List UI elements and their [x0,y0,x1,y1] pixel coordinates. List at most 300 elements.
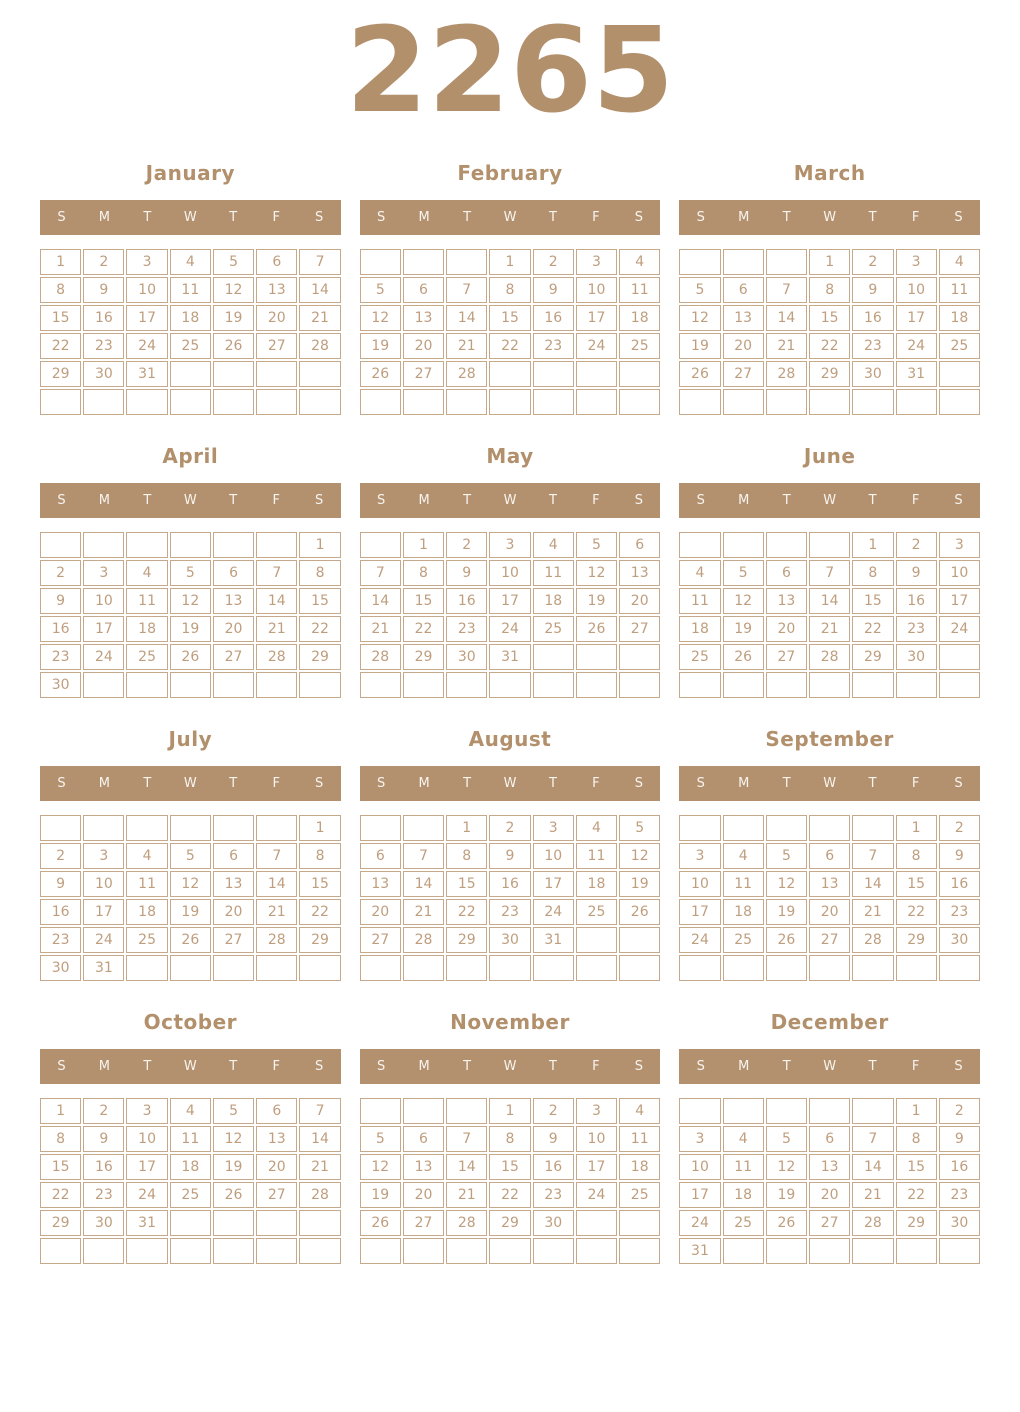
day-cell: 20 [360,899,401,925]
day-cell: 17 [83,899,124,925]
empty-day-cell [723,532,764,558]
empty-day-cell [403,249,444,275]
day-cell: 28 [852,927,893,953]
day-cell: 3 [576,249,617,275]
weekday-label: M [738,209,750,225]
empty-day-cell [766,955,807,981]
month-block [40,443,341,698]
day-cell: 11 [170,277,211,303]
weekday-label: M [738,492,750,508]
day-cell: 3 [126,1098,167,1124]
day-cell: 13 [403,305,444,331]
weekday-label: W [823,1058,837,1074]
day-cell: 23 [852,333,893,359]
month-block [360,726,661,981]
weekday-label: W [503,209,517,225]
weekday-label: S [954,209,963,225]
day-cell: 17 [83,616,124,642]
weekday-label: M [98,775,111,791]
day-cell: 29 [896,927,937,953]
month-title: October [143,1009,238,1034]
empty-day-cell [446,249,487,275]
day-cell: 5 [360,277,401,303]
weekday-label: S [696,209,705,225]
day-cell: 27 [360,927,401,953]
weekday-header [679,483,980,518]
empty-day-cell [723,955,764,981]
day-cell: 12 [360,305,401,331]
empty-day-cell [170,361,211,387]
month-days [360,815,661,981]
day-cell: 9 [446,560,487,586]
day-cell: 17 [679,899,720,925]
day-cell: 9 [852,277,893,303]
day-cell: 12 [360,1154,401,1180]
empty-day-cell [723,815,764,841]
weekday-label: T [868,492,877,508]
weekday-label: T [463,209,472,225]
day-cell: 6 [256,1098,297,1124]
day-cell: 31 [533,927,574,953]
empty-day-cell [126,1238,167,1264]
day-cell: 20 [256,305,297,331]
day-cell: 29 [40,361,81,387]
day-cell: 17 [679,1182,720,1208]
weekday-header [360,200,661,235]
weekday-header [40,200,341,235]
empty-day-cell [619,955,660,981]
day-cell: 6 [809,843,850,869]
day-cell: 15 [809,305,850,331]
day-cell: 27 [403,1210,444,1236]
day-cell: 14 [809,588,850,614]
weekday-label: T [868,209,877,225]
day-cell: 20 [809,899,850,925]
empty-day-cell [40,815,81,841]
day-cell: 26 [170,644,211,670]
weekday-label: S [954,1058,963,1074]
weekday-label: S [57,209,66,225]
empty-day-cell [619,389,660,415]
month-title: November [450,1009,570,1034]
empty-day-cell [403,672,444,698]
weekday-header [40,766,341,801]
weekday-label: T [548,1058,557,1074]
empty-day-cell [360,1098,401,1124]
weekday-header [360,483,661,518]
day-cell: 11 [939,277,980,303]
day-cell: 4 [533,532,574,558]
weekday-header [40,1049,341,1084]
day-cell: 9 [896,560,937,586]
day-cell: 13 [213,871,254,897]
day-cell: 24 [576,333,617,359]
day-cell: 19 [723,616,764,642]
weekday-label: S [377,1058,386,1074]
day-cell: 10 [896,277,937,303]
weekday-label: S [634,1058,643,1074]
empty-day-cell [299,1210,340,1236]
day-cell: 18 [679,616,720,642]
empty-day-cell [360,672,401,698]
day-cell: 19 [679,333,720,359]
weekday-label: S [377,492,386,508]
day-cell: 28 [766,361,807,387]
weekday-label: T [548,492,557,508]
day-cell: 24 [83,927,124,953]
empty-day-cell [83,1238,124,1264]
day-cell: 16 [533,1154,574,1180]
day-cell: 24 [489,616,530,642]
day-cell: 2 [939,815,980,841]
day-cell: 31 [126,1210,167,1236]
empty-day-cell [360,955,401,981]
day-cell: 22 [446,899,487,925]
day-cell: 3 [679,1126,720,1152]
months-grid [40,160,980,1264]
day-cell: 16 [533,305,574,331]
day-cell: 21 [256,616,297,642]
month-title: December [770,1009,889,1034]
empty-day-cell [852,672,893,698]
day-cell: 10 [489,560,530,586]
day-cell: 18 [939,305,980,331]
empty-day-cell [213,1238,254,1264]
day-cell: 20 [619,588,660,614]
weekday-label: T [143,775,152,791]
day-cell: 4 [126,560,167,586]
empty-day-cell [403,1098,444,1124]
day-cell: 29 [896,1210,937,1236]
day-cell: 7 [766,277,807,303]
day-cell: 9 [533,1126,574,1152]
empty-day-cell [489,361,530,387]
weekday-label: T [229,492,238,508]
day-cell: 13 [766,588,807,614]
day-cell: 29 [299,927,340,953]
day-cell: 18 [126,616,167,642]
weekday-label: F [911,1058,920,1074]
day-cell: 18 [533,588,574,614]
month-title: June [803,443,856,468]
day-cell: 15 [489,1154,530,1180]
empty-day-cell [403,389,444,415]
weekday-label: F [911,492,920,508]
weekday-header [360,766,661,801]
weekday-label: M [418,1058,430,1074]
weekday-label: F [272,492,280,508]
day-cell: 1 [489,1098,530,1124]
empty-day-cell [40,532,81,558]
day-cell: 16 [83,1154,124,1180]
weekday-label: S [696,492,705,508]
day-cell: 28 [299,1182,340,1208]
empty-day-cell [809,815,850,841]
day-cell: 19 [360,333,401,359]
empty-day-cell [360,532,401,558]
day-cell: 29 [299,644,340,670]
day-cell: 13 [723,305,764,331]
empty-day-cell [576,1210,617,1236]
day-cell: 19 [170,616,211,642]
empty-day-cell [576,672,617,698]
empty-day-cell [360,249,401,275]
weekday-label: S [954,775,963,791]
empty-day-cell [446,389,487,415]
empty-day-cell [576,361,617,387]
day-cell: 7 [852,843,893,869]
weekday-header [679,766,980,801]
day-cell: 25 [170,333,211,359]
day-cell: 10 [533,843,574,869]
weekday-label: M [98,209,111,225]
day-cell: 19 [213,1154,254,1180]
day-cell: 21 [403,899,444,925]
empty-day-cell [766,1238,807,1264]
day-cell: 8 [40,1126,81,1152]
weekday-label: W [503,492,517,508]
day-cell: 7 [299,1098,340,1124]
month-block [679,1009,980,1264]
day-cell: 1 [299,532,340,558]
day-cell: 16 [852,305,893,331]
day-cell: 9 [83,277,124,303]
day-cell: 22 [809,333,850,359]
weekday-label: S [696,775,705,791]
day-cell: 30 [40,955,81,981]
day-cell: 8 [489,1126,530,1152]
day-cell: 7 [256,560,297,586]
day-cell: 2 [533,249,574,275]
day-cell: 7 [360,560,401,586]
day-cell: 22 [896,899,937,925]
day-cell: 25 [576,899,617,925]
day-cell: 15 [896,871,937,897]
weekday-label: M [738,775,750,791]
empty-day-cell [679,955,720,981]
month-title: April [162,443,219,468]
empty-day-cell [83,389,124,415]
empty-day-cell [896,672,937,698]
day-cell: 21 [299,305,340,331]
empty-day-cell [852,1238,893,1264]
weekday-label: W [183,775,197,791]
weekday-header [679,200,980,235]
empty-day-cell [83,532,124,558]
day-cell: 27 [723,361,764,387]
empty-day-cell [939,955,980,981]
weekday-header [360,1049,661,1084]
day-cell: 27 [766,644,807,670]
empty-day-cell [83,815,124,841]
day-cell: 28 [256,644,297,670]
day-cell: 17 [576,1154,617,1180]
day-cell: 18 [619,1154,660,1180]
day-cell: 28 [852,1210,893,1236]
empty-day-cell [576,1238,617,1264]
day-cell: 4 [170,1098,211,1124]
weekday-label: T [782,209,791,225]
day-cell: 27 [256,333,297,359]
day-cell: 24 [679,927,720,953]
day-cell: 16 [40,616,81,642]
day-cell: 22 [852,616,893,642]
day-cell: 22 [896,1182,937,1208]
calendar-page [0,1,1020,1264]
month-days [40,532,341,698]
day-cell: 1 [299,815,340,841]
day-cell: 18 [126,899,167,925]
day-cell: 21 [852,899,893,925]
day-cell: 1 [40,249,81,275]
weekday-label: W [823,209,837,225]
day-cell: 21 [766,333,807,359]
empty-day-cell [170,672,211,698]
day-cell: 14 [766,305,807,331]
day-cell: 1 [489,249,530,275]
day-cell: 3 [533,815,574,841]
day-cell: 27 [256,1182,297,1208]
day-cell: 30 [40,672,81,698]
weekday-label: M [738,1058,750,1074]
day-cell: 4 [619,249,660,275]
day-cell: 15 [40,1154,81,1180]
day-cell: 12 [576,560,617,586]
day-cell: 10 [679,871,720,897]
day-cell: 23 [896,616,937,642]
month-title: February [457,160,563,185]
empty-day-cell [489,955,530,981]
empty-day-cell [299,955,340,981]
day-cell: 2 [83,249,124,275]
day-cell: 13 [809,1154,850,1180]
empty-day-cell [576,644,617,670]
day-cell: 1 [896,1098,937,1124]
empty-day-cell [723,1238,764,1264]
empty-day-cell [213,532,254,558]
day-cell: 14 [446,305,487,331]
day-cell: 22 [403,616,444,642]
day-cell: 6 [213,560,254,586]
weekday-label: T [143,209,152,225]
empty-day-cell [809,532,850,558]
day-cell: 27 [809,1210,850,1236]
day-cell: 5 [576,532,617,558]
empty-day-cell [896,389,937,415]
day-cell: 7 [852,1126,893,1152]
weekday-label: T [143,1058,152,1074]
empty-day-cell [213,672,254,698]
day-cell: 15 [299,588,340,614]
day-cell: 6 [766,560,807,586]
day-cell: 7 [299,249,340,275]
day-cell: 9 [939,1126,980,1152]
weekday-label: T [229,775,238,791]
day-cell: 29 [489,1210,530,1236]
month-days [360,249,661,415]
empty-day-cell [126,532,167,558]
day-cell: 30 [489,927,530,953]
empty-day-cell [170,955,211,981]
day-cell: 25 [679,644,720,670]
day-cell: 3 [679,843,720,869]
empty-day-cell [939,644,980,670]
month-block [360,160,661,415]
day-cell: 14 [852,1154,893,1180]
empty-day-cell [256,532,297,558]
day-cell: 28 [299,333,340,359]
day-cell: 3 [939,532,980,558]
day-cell: 9 [40,871,81,897]
empty-day-cell [83,672,124,698]
weekday-label: T [548,775,557,791]
day-cell: 8 [896,843,937,869]
day-cell: 12 [723,588,764,614]
day-cell: 19 [170,899,211,925]
month-days [360,532,661,698]
empty-day-cell [939,1238,980,1264]
day-cell: 10 [83,871,124,897]
day-cell: 22 [489,1182,530,1208]
empty-day-cell [533,672,574,698]
month-title: September [765,726,894,751]
day-cell: 9 [489,843,530,869]
day-cell: 22 [40,1182,81,1208]
weekday-label: T [782,492,791,508]
weekday-label: S [315,775,324,791]
empty-day-cell [852,815,893,841]
day-cell: 11 [619,1126,660,1152]
empty-day-cell [256,361,297,387]
day-cell: 16 [939,1154,980,1180]
empty-day-cell [766,389,807,415]
day-cell: 27 [619,616,660,642]
empty-day-cell [299,389,340,415]
day-cell: 11 [723,871,764,897]
empty-day-cell [852,955,893,981]
day-cell: 28 [360,644,401,670]
day-cell: 2 [446,532,487,558]
day-cell: 26 [576,616,617,642]
empty-day-cell [619,361,660,387]
day-cell: 15 [299,871,340,897]
day-cell: 25 [170,1182,211,1208]
empty-day-cell [170,1210,211,1236]
day-cell: 23 [533,1182,574,1208]
empty-day-cell [619,1210,660,1236]
day-cell: 26 [619,899,660,925]
empty-day-cell [170,389,211,415]
day-cell: 15 [896,1154,937,1180]
weekday-label: M [418,775,430,791]
empty-day-cell [576,955,617,981]
day-cell: 16 [446,588,487,614]
month-days [40,815,341,981]
day-cell: 20 [213,616,254,642]
day-cell: 16 [939,871,980,897]
day-cell: 12 [213,1126,254,1152]
day-cell: 18 [170,305,211,331]
empty-day-cell [619,672,660,698]
weekday-label: S [315,209,324,225]
day-cell: 8 [809,277,850,303]
day-cell: 7 [256,843,297,869]
day-cell: 20 [403,1182,444,1208]
day-cell: 4 [576,815,617,841]
empty-day-cell [896,955,937,981]
day-cell: 4 [679,560,720,586]
day-cell: 3 [489,532,530,558]
